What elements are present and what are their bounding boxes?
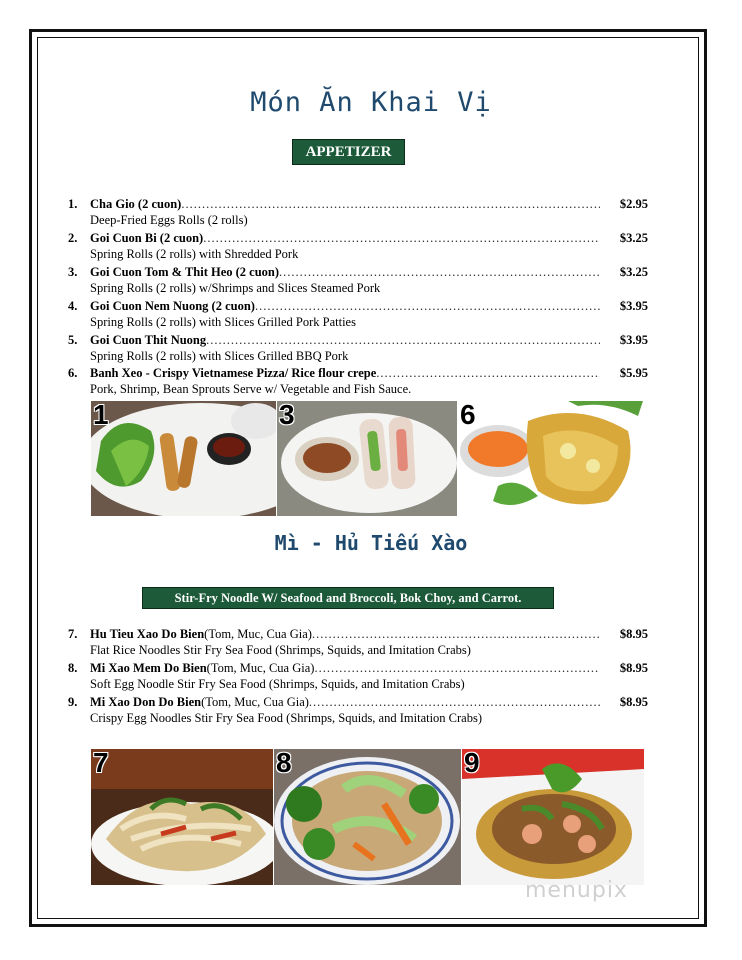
dot-leader (309, 694, 600, 710)
item-description: Spring Rolls (2 rolls) w/Shrimps and Slices Steamed Pork (90, 281, 381, 295)
item-number: 8. (68, 661, 78, 675)
photo-soft-egg-noodles (274, 749, 461, 885)
item-price: $3.95 (619, 299, 648, 313)
photo-label: 3 (279, 401, 295, 430)
item-number: 9. (68, 695, 78, 709)
item-number: 3. (68, 265, 78, 279)
egg-rolls-image (91, 401, 276, 516)
item-description: Pork, Shrimp, Bean Sprouts Serve w/ Vegetable and Fish Sauce. (90, 382, 412, 396)
item-number: 6. (68, 366, 78, 380)
banh-xeo-image (458, 401, 644, 516)
photo-label: 6 (460, 401, 476, 430)
menu-item-9 (68, 694, 648, 726)
dot-leader (314, 660, 600, 676)
menu-item-2 (68, 230, 648, 262)
item-description: Deep-Fried Eggs Rolls (2 rolls) (90, 213, 248, 227)
crispy-egg-noodles-image (462, 749, 644, 885)
menu-item-1 (68, 196, 648, 228)
item-number: 7. (68, 627, 78, 641)
dot-leader (279, 264, 600, 280)
photo-crispy-egg-noodles (462, 749, 644, 885)
menu-item-8 (68, 660, 648, 692)
photo-label: 9 (464, 749, 480, 778)
item-note: (Tom, Muc, Cua Gia) (206, 661, 315, 675)
dot-leader (255, 298, 600, 314)
photo-egg-rolls (91, 401, 276, 516)
item-price: $3.25 (619, 265, 648, 279)
item-name: Goi Cuon Nem Nuong (2 cuon) (90, 299, 255, 313)
soft-egg-noodles-image (274, 749, 461, 885)
watermark: menupix (525, 878, 628, 903)
dot-leader (376, 365, 600, 381)
item-name: Goi Cuon Tom & Thit Heo (2 cuon) (90, 265, 280, 279)
item-price: $8.95 (619, 661, 648, 675)
item-name: Cha Gio (2 cuon) (90, 197, 182, 211)
item-note: (Tom, Muc, Cua Gia) (201, 695, 309, 709)
item-price: $2.95 (619, 197, 648, 211)
item-name: Goi Cuon Bi (2 cuon) (90, 231, 204, 245)
item-note: (Tom, Muc, Cua Gia) (204, 627, 312, 641)
appetizer-badge: APPETIZER (292, 139, 405, 165)
item-description: Spring Rolls (2 rolls) with Slices Grilled Pork Patties (90, 315, 356, 329)
item-description: Flat Rice Noodles Stir Fry Sea Food (Shrimps, Squids, and Imitation Crabs) (90, 643, 471, 657)
item-name: Mi Xao Mem Do Bien (90, 661, 207, 675)
item-price: $3.25 (619, 231, 648, 245)
menu-item-7 (68, 626, 648, 658)
dot-leader (206, 332, 600, 348)
spring-rolls-image (277, 401, 457, 516)
item-number: 1. (68, 197, 78, 211)
item-number: 2. (68, 231, 78, 245)
dot-leader (203, 230, 600, 246)
menu-item-4 (68, 298, 648, 330)
photo-banh-xeo (458, 401, 644, 516)
photo-spring-rolls (277, 401, 457, 516)
item-name: Goi Cuon Thit Nuong (90, 333, 207, 347)
item-description: Spring Rolls (2 rolls) with Shredded Pork (90, 247, 299, 261)
item-description: Spring Rolls (2 rolls) with Slices Grilled BBQ Pork (90, 349, 349, 363)
item-description: Crispy Egg Noodles Stir Fry Sea Food (Shrimps, Squids, and Imitation Crabs) (90, 711, 483, 725)
item-price: $3.95 (619, 333, 648, 347)
item-number: 4. (68, 299, 78, 313)
dot-leader (181, 196, 600, 212)
noodle-section-title: Mì - Hủ Tiếu Xào (274, 531, 468, 555)
item-price: $5.95 (619, 366, 648, 380)
item-description: Soft Egg Noodle Stir Fry Sea Food (Shrimps, Squids, and Imitation Crabs) (90, 677, 465, 691)
noodle-badge: Stir-Fry Noodle W/ Seafood and Broccoli, Bok Choy, and Carrot. (142, 587, 554, 609)
item-price: $8.95 (619, 695, 648, 709)
item-name: Hu Tieu Xao Do Bien (90, 627, 205, 641)
menu-item-5 (68, 332, 648, 364)
flat-rice-noodles-image (91, 749, 273, 885)
appetizer-section-title: Món Ăn Khai Vị (250, 87, 492, 118)
item-price: $8.95 (619, 627, 648, 641)
photo-label: 1 (93, 401, 109, 430)
photo-flat-rice-noodles (91, 749, 273, 885)
item-name: Mi Xao Don Do Bien (90, 695, 202, 709)
menu-item-3 (68, 264, 648, 296)
photo-label: 7 (93, 749, 109, 778)
dot-leader (312, 626, 600, 642)
item-name: Banh Xeo - Crispy Vietnamese Pizza/ Rice flour crepe (90, 366, 377, 380)
item-number: 5. (68, 333, 78, 347)
menu-item-6 (68, 365, 648, 397)
photo-label: 8 (276, 749, 292, 778)
